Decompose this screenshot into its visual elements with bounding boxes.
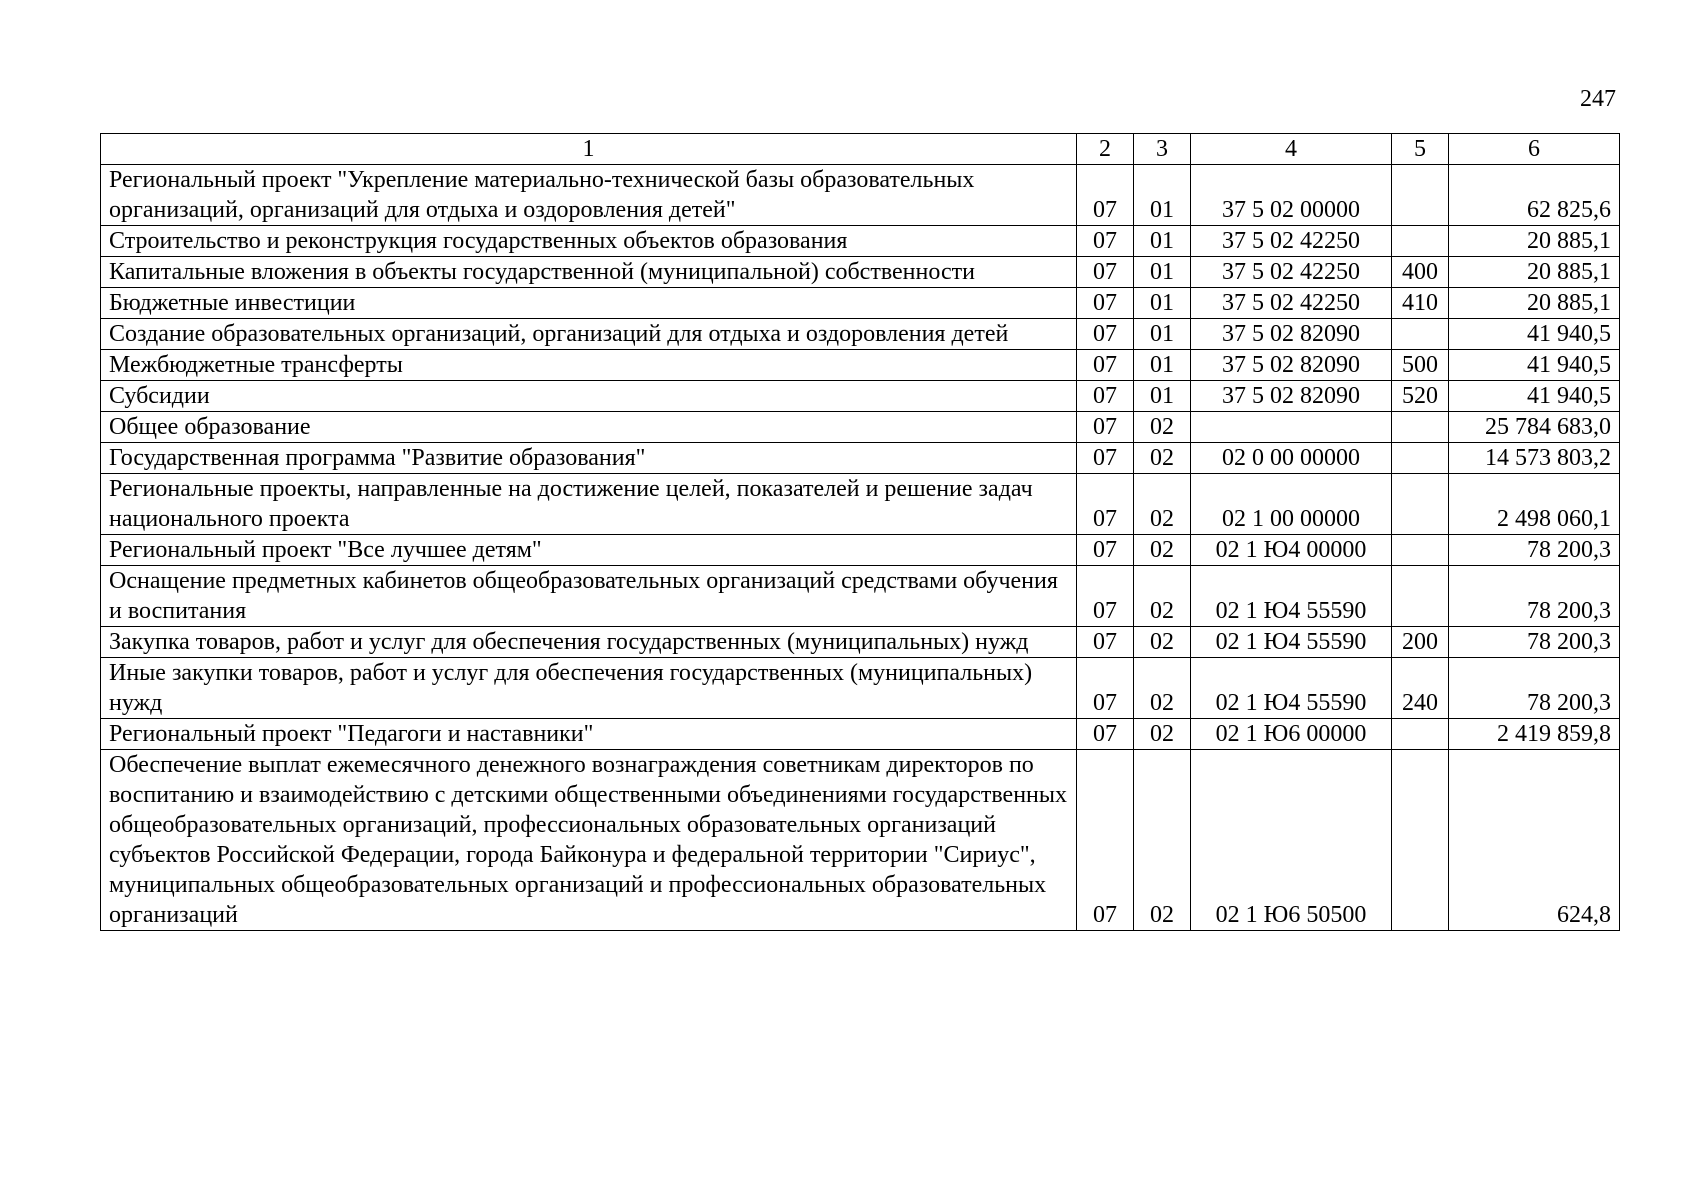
section-code-cell: 07	[1077, 535, 1134, 566]
item-name-cell: Межбюджетные трансферты	[101, 350, 1077, 381]
section-code-cell: 07	[1077, 627, 1134, 658]
section-code-cell: 07	[1077, 658, 1134, 719]
subsection-code-cell: 02	[1134, 443, 1191, 474]
target-article-cell: 02 1 Ю4 55590	[1191, 627, 1392, 658]
subsection-code-cell: 02	[1134, 750, 1191, 931]
expense-type-cell	[1392, 474, 1449, 535]
table-row	[101, 412, 1620, 443]
table-row	[101, 288, 1620, 319]
expense-type-cell: 400	[1392, 257, 1449, 288]
amount-cell: 41 940,5	[1449, 319, 1620, 350]
expense-type-cell	[1392, 719, 1449, 750]
section-code-cell: 07	[1077, 165, 1134, 226]
section-code-cell: 07	[1077, 750, 1134, 931]
section-code-cell: 07	[1077, 257, 1134, 288]
header-cell-1: 1	[101, 134, 1077, 165]
item-name-cell: Региональный проект "Педагоги и наставники"	[101, 719, 1077, 750]
amount-cell: 62 825,6	[1449, 165, 1620, 226]
amount-cell: 2 419 859,8	[1449, 719, 1620, 750]
table-row	[101, 719, 1620, 750]
amount-cell: 14 573 803,2	[1449, 443, 1620, 474]
budget-table	[100, 133, 1620, 931]
item-name-cell: Региональный проект "Укрепление материально-технической базы образовательных организаций, организаций для отдыха и оздоровления детей"	[101, 165, 1077, 226]
table-row	[101, 627, 1620, 658]
expense-type-cell: 240	[1392, 658, 1449, 719]
subsection-code-cell: 02	[1134, 566, 1191, 627]
subsection-code-cell: 01	[1134, 381, 1191, 412]
header-cell-4: 4	[1191, 134, 1392, 165]
amount-cell: 20 885,1	[1449, 257, 1620, 288]
table-row	[101, 350, 1620, 381]
expense-type-cell	[1392, 535, 1449, 566]
amount-cell: 78 200,3	[1449, 566, 1620, 627]
expense-type-cell	[1392, 319, 1449, 350]
subsection-code-cell: 01	[1134, 350, 1191, 381]
amount-cell: 624,8	[1449, 750, 1620, 931]
target-article-cell: 02 1 00 00000	[1191, 474, 1392, 535]
amount-cell: 78 200,3	[1449, 627, 1620, 658]
item-name-cell: Создание образовательных организаций, организаций для отдыха и оздоровления детей	[101, 319, 1077, 350]
item-name-cell: Субсидии	[101, 381, 1077, 412]
subsection-code-cell: 02	[1134, 627, 1191, 658]
table-row	[101, 566, 1620, 627]
table-row	[101, 535, 1620, 566]
header-cell-6: 6	[1449, 134, 1620, 165]
table-body	[101, 134, 1620, 931]
table-row	[101, 658, 1620, 719]
amount-cell: 20 885,1	[1449, 288, 1620, 319]
table-row	[101, 474, 1620, 535]
item-name-cell: Строительство и реконструкция государственных объектов образования	[101, 226, 1077, 257]
item-name-cell: Капитальные вложения в объекты государственной (муниципальной) собственности	[101, 257, 1077, 288]
subsection-code-cell: 01	[1134, 226, 1191, 257]
subsection-code-cell: 01	[1134, 288, 1191, 319]
subsection-code-cell: 01	[1134, 319, 1191, 350]
item-name-cell: Государственная программа "Развитие образования"	[101, 443, 1077, 474]
target-article-cell	[1191, 412, 1392, 443]
amount-cell: 78 200,3	[1449, 658, 1620, 719]
table-row	[101, 443, 1620, 474]
subsection-code-cell: 02	[1134, 535, 1191, 566]
section-code-cell: 07	[1077, 381, 1134, 412]
item-name-cell: Региональный проект "Все лучшее детям"	[101, 535, 1077, 566]
section-code-cell: 07	[1077, 288, 1134, 319]
subsection-code-cell: 02	[1134, 658, 1191, 719]
item-name-cell: Иные закупки товаров, работ и услуг для обеспечения государственных (муниципальных) нужд	[101, 658, 1077, 719]
header-cell-3: 3	[1134, 134, 1191, 165]
amount-cell: 41 940,5	[1449, 350, 1620, 381]
section-code-cell: 07	[1077, 719, 1134, 750]
page-number: 247	[1580, 86, 1616, 112]
target-article-cell: 37 5 02 82090	[1191, 381, 1392, 412]
section-code-cell: 07	[1077, 226, 1134, 257]
expense-type-cell: 200	[1392, 627, 1449, 658]
target-article-cell: 37 5 02 42250	[1191, 226, 1392, 257]
item-name-cell: Бюджетные инвестиции	[101, 288, 1077, 319]
subsection-code-cell: 01	[1134, 257, 1191, 288]
target-article-cell: 37 5 02 42250	[1191, 257, 1392, 288]
amount-cell: 20 885,1	[1449, 226, 1620, 257]
section-code-cell: 07	[1077, 443, 1134, 474]
section-code-cell: 07	[1077, 350, 1134, 381]
expense-type-cell: 500	[1392, 350, 1449, 381]
table-row	[101, 226, 1620, 257]
section-code-cell: 07	[1077, 412, 1134, 443]
amount-cell: 78 200,3	[1449, 535, 1620, 566]
section-code-cell: 07	[1077, 566, 1134, 627]
expense-type-cell	[1392, 226, 1449, 257]
item-name-cell: Оснащение предметных кабинетов общеобразовательных организаций средствами обучения и воспитания	[101, 566, 1077, 627]
table-row	[101, 257, 1620, 288]
section-code-cell: 07	[1077, 319, 1134, 350]
table-row	[101, 165, 1620, 226]
section-code-cell: 07	[1077, 474, 1134, 535]
target-article-cell: 02 1 Ю4 55590	[1191, 566, 1392, 627]
expense-type-cell	[1392, 165, 1449, 226]
item-name-cell: Региональные проекты, направленные на достижение целей, показателей и решение задач национального проекта	[101, 474, 1077, 535]
target-article-cell: 37 5 02 42250	[1191, 288, 1392, 319]
amount-cell: 25 784 683,0	[1449, 412, 1620, 443]
header-cell-2: 2	[1077, 134, 1134, 165]
subsection-code-cell: 02	[1134, 412, 1191, 443]
item-name-cell: Закупка товаров, работ и услуг для обеспечения государственных (муниципальных) нужд	[101, 627, 1077, 658]
expense-type-cell	[1392, 750, 1449, 931]
target-article-cell: 37 5 02 00000	[1191, 165, 1392, 226]
item-name-cell: Общее образование	[101, 412, 1077, 443]
table-row	[101, 750, 1620, 931]
amount-cell: 41 940,5	[1449, 381, 1620, 412]
target-article-cell: 02 0 00 00000	[1191, 443, 1392, 474]
expense-type-cell: 520	[1392, 381, 1449, 412]
target-article-cell: 02 1 Ю4 55590	[1191, 658, 1392, 719]
target-article-cell: 37 5 02 82090	[1191, 350, 1392, 381]
expense-type-cell	[1392, 566, 1449, 627]
subsection-code-cell: 01	[1134, 165, 1191, 226]
amount-cell: 2 498 060,1	[1449, 474, 1620, 535]
table-row	[101, 319, 1620, 350]
subsection-code-cell: 02	[1134, 719, 1191, 750]
expense-type-cell: 410	[1392, 288, 1449, 319]
table-row	[101, 381, 1620, 412]
expense-type-cell	[1392, 443, 1449, 474]
table-header-row	[101, 134, 1620, 165]
header-cell-5: 5	[1392, 134, 1449, 165]
target-article-cell: 02 1 Ю6 50500	[1191, 750, 1392, 931]
expense-type-cell	[1392, 412, 1449, 443]
item-name-cell: Обеспечение выплат ежемесячного денежного вознаграждения советникам директоров по воспитанию и взаимодействию с детскими общественными объединениями государственных общеобразовательных организаций, профессиональных образовательных организаций субъектов Российской Федерации, города Байконура и федеральной территории "Сириус", муниципальных общеобразовательных организаций и профессиональных образовательных организаций	[101, 750, 1077, 931]
target-article-cell: 02 1 Ю4 00000	[1191, 535, 1392, 566]
target-article-cell: 37 5 02 82090	[1191, 319, 1392, 350]
target-article-cell: 02 1 Ю6 00000	[1191, 719, 1392, 750]
subsection-code-cell: 02	[1134, 474, 1191, 535]
